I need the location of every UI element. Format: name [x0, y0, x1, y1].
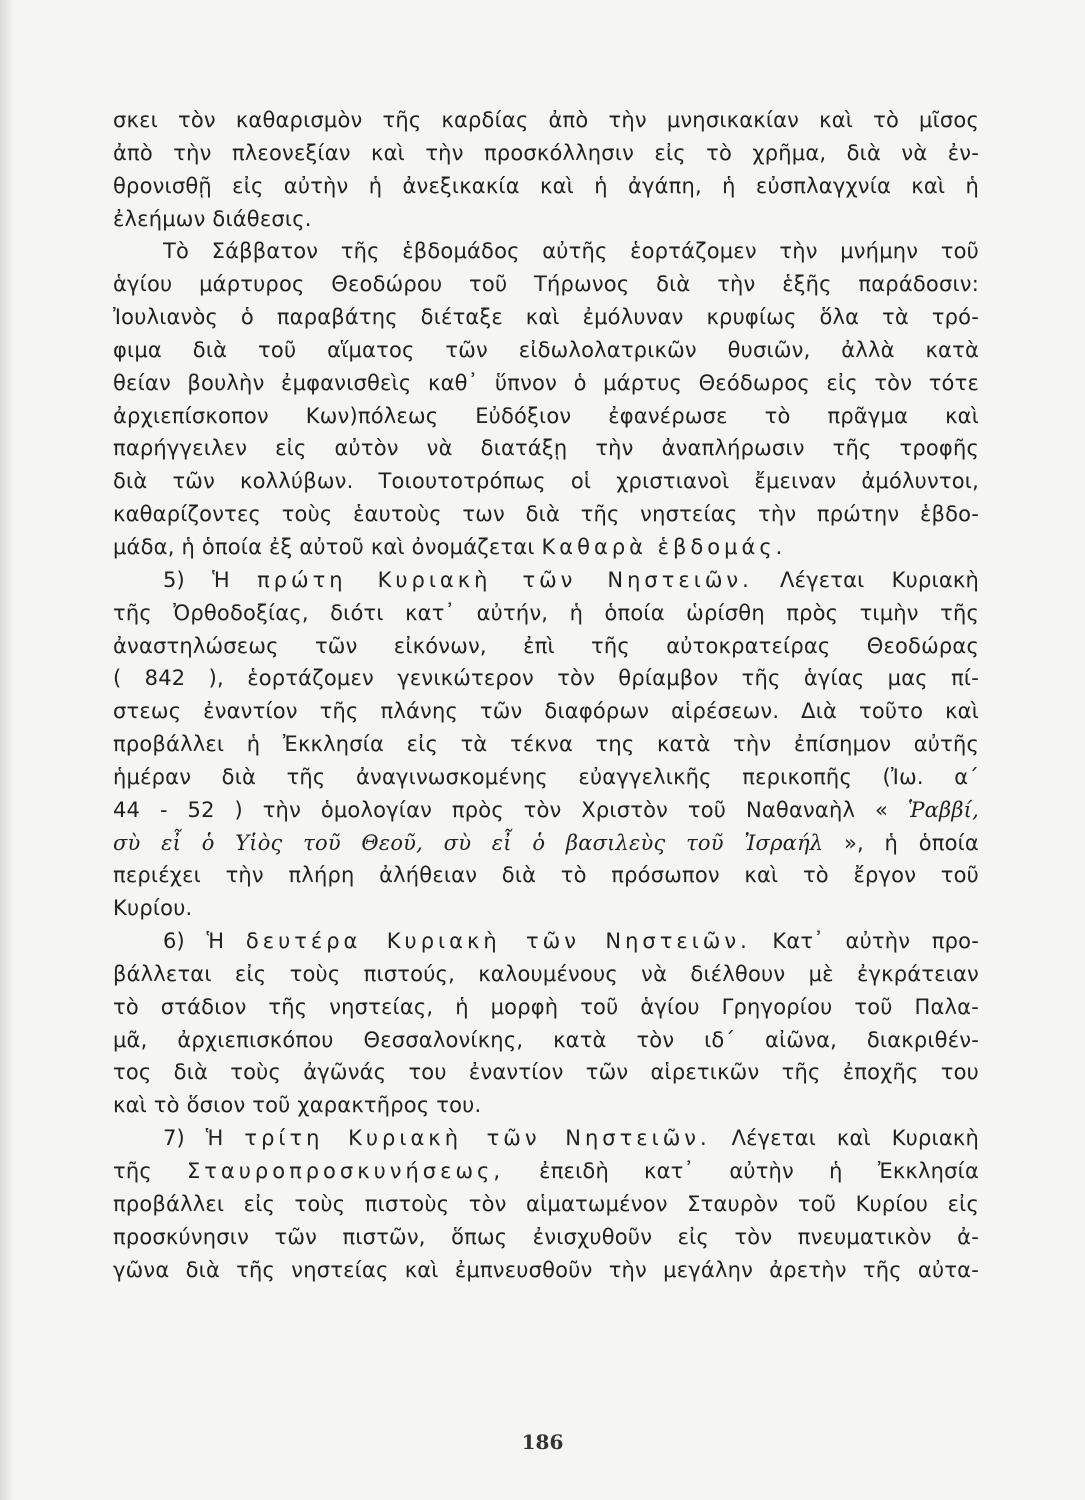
section-number: 7) Ἡ [163, 1126, 224, 1151]
text-line: ( 842 ), ἑορτάζομεν γενικώτερον τὸν θρίαμβον τῆς ἁγίας μας πί- [113, 666, 979, 691]
text-line: τος διὰ τοὺς ἀγῶνάς του ἐναντίον τῶν αἱρετικῶν τῆς ἐποχῆς του [113, 1060, 979, 1085]
text-line: ἁγίου μάρτυρος Θεοδώρου τοῦ Τήρωνος διὰ τὴν ἑξῆς παράδοσιν: [113, 272, 979, 297]
text-line: περιέχει τὴν πλήρη ἀλήθειαν διὰ τὸ πρόσωπον καὶ τὸ ἔργον τοῦ [113, 863, 979, 888]
spaced-term: Σταυροπροσκυνήσεως, [187, 1159, 505, 1183]
text-line: Κυρίου. [113, 896, 193, 921]
text-line: ἡμέραν διὰ τῆς ἀναγινωσκομένης εὐαγγελικῆς περικοπῆς (Ἰω. α΄ [113, 764, 979, 789]
text-line: παρήγγειλεν εἰς αὐτὸν νὰ διατάξῃ τὴν ἀναπλήρωσιν τῆς τροφῆς [113, 436, 979, 461]
text-line: διὰ τῶν κολλύβων. Τοιουτοτρόπως οἱ χριστιανοὶ ἔμειναν ἀμόλυντοι, [113, 469, 979, 494]
text-line [113, 827, 979, 860]
text-line: προβάλλει εἰς τοὺς πιστοὺς τὸν αἱματωμένον Σταυρὸν τοῦ Κυρίου εἰς [113, 1191, 979, 1216]
page-spine-shadow [0, 0, 14, 1500]
text-line: θείαν βουλὴν ἐμφανισθεὶς καθ᾽ ὕπνον ὁ μάρτυς Θεόδωρος εἰς τὸν τότε [113, 370, 979, 395]
text-line: μᾶ, ἀρχιεπισκόπου Θεσσαλονίκης, κατὰ τὸν ιδ΄ αἰῶνα, διακριθέν- [113, 1027, 979, 1052]
quote-italic: Ῥαββί, [907, 797, 979, 822]
quote-italic: σὺ εἶ ὁ Υἱὸς τοῦ Θεοῦ, σὺ εἶ ὁ βασιλεὺς τοῦ Ἰσραήλ [113, 830, 824, 855]
spaced-term: Καθαρὰ ἑβδομάς. [541, 534, 787, 559]
body-text [113, 104, 979, 1286]
text-line: ἀπὸ τὴν πλεονεξίαν καὶ τὴν προσκόλλησιν εἰς τὸ χρῆμα, διὰ νὰ ἐν- [113, 140, 979, 165]
text-line: ἀναστηλώσεως τῶν εἰκόνων, ἐπὶ τῆς αὐτοκρατείρας Θεοδώρας [113, 633, 979, 658]
text-line [113, 1122, 979, 1155]
text-line [113, 794, 979, 827]
page-number: 186 [521, 1430, 564, 1454]
text-line: θρονισθῇ εἰς αὐτὴν ἡ ἀνεξικακία καὶ ἡ ἀγάπη, ἡ εὐσπλαγχνία καὶ ἡ [113, 173, 979, 198]
text-fragment: 44 - 52 ) τὴν ὁμολογίαν πρὸς τὸν Χριστὸν τοῦ Ναθαναὴλ « [113, 797, 888, 822]
text-line: φιμα διὰ τοῦ αἵματος τῶν εἰδωλολατρικῶν θυσιῶν, ἀλλὰ κατὰ [113, 337, 979, 362]
text-line: καὶ τὸ ὅσιον τοῦ χαρακτῆρος του. [113, 1093, 482, 1118]
text-line: στεως ἐναντίον τῆς πλάνης τῶν διαφόρων αἱρέσεων. Διὰ τοῦτο καὶ [113, 699, 979, 724]
text-line [113, 564, 979, 597]
text-fragment: μάδα, ἡ ὁποία ἐξ αὐτοῦ καὶ ὀνομάζεται [113, 534, 535, 559]
text-fragment: Λέγεται Κυριακὴ [780, 567, 979, 592]
text-fragment: Κατ᾽ αὐτὴν προ- [772, 929, 979, 954]
text-line: προσκύνησιν τῶν πιστῶν, ὅπως ἐνισχυθοῦν εἰς τὸν πνευματικὸν ἀ- [113, 1224, 979, 1249]
text-line: βάλλεται εἰς τοὺς πιστούς, καλουμένους νὰ διέλθουν μὲ ἐγκράτειαν [113, 961, 979, 986]
text-line: καθαρίζοντες τοὺς ἑαυτοὺς των διὰ τῆς νηστείας τὴν πρώτην ἑβδο- [113, 502, 979, 527]
text-line: τὸ στάδιον τῆς νηστείας, ἡ μορφὴ τοῦ ἁγίου Γρηγορίου τοῦ Παλα- [113, 994, 979, 1019]
text-fragment: Λέγεται καὶ Κυριακὴ [731, 1126, 979, 1151]
text-line: γῶνα διὰ τῆς νηστείας καὶ ἐμπνευσθοῦν τὴν μεγάλην ἀρετὴν τῆς αὐτα- [113, 1257, 979, 1282]
section-heading: δευτέρα Κυριακὴ τῶν Νηστειῶν. [245, 929, 751, 954]
text-fragment: τῆς [113, 1159, 152, 1183]
text-line: προβάλλει ἡ Ἐκκλησία εἰς τὰ τέκνα της κατὰ τὴν ἐπίσημον αὐτῆς [113, 732, 979, 757]
text-line: τῆς Ὀρθοδοξίας, διότι κατ᾽ αὐτήν, ἡ ὁποία ὡρίσθη πρὸς τιμὴν τῆς [113, 600, 979, 625]
section-number: 5) Ἡ [163, 567, 230, 592]
text-fragment: », ἡ ὁποία [843, 830, 979, 855]
text-line: Ἰουλιανὸς ὁ παραβάτης διέταξε καὶ ἐμόλυναν κρυφίως ὅλα τὰ τρό- [113, 305, 979, 330]
section-number: 6) Ἡ [163, 929, 225, 954]
text-line: ἐλεήμων διάθεσις. [113, 206, 312, 231]
section-heading: πρώτη Κυριακὴ τῶν Νηστειῶν. [257, 567, 753, 592]
text-line: σκει τὸν καθαρισμὸν τῆς καρδίας ἀπὸ τὴν μνησικακίαν καὶ τὸ μῖσος [113, 108, 979, 132]
text-line [113, 1155, 979, 1188]
text-line: Τὸ Σάββατον τῆς ἑβδομάδος αὐτῆς ἑορτάζομεν τὴν μνήμην τοῦ [163, 239, 979, 264]
text-line [113, 531, 979, 564]
text-line [113, 925, 979, 958]
text-line: ἀρχιεπίσκοπον Κων)πόλεως Εὐδόξιον ἐφανέρωσε τὸ πρᾶγμα καὶ [113, 403, 979, 428]
section-heading: τρίτη Κυριακὴ τῶν Νηστειῶν. [244, 1126, 711, 1151]
text-fragment: ἐπειδὴ κατ᾽ αὐτὴν ἡ Ἐκκλησία [539, 1159, 979, 1183]
